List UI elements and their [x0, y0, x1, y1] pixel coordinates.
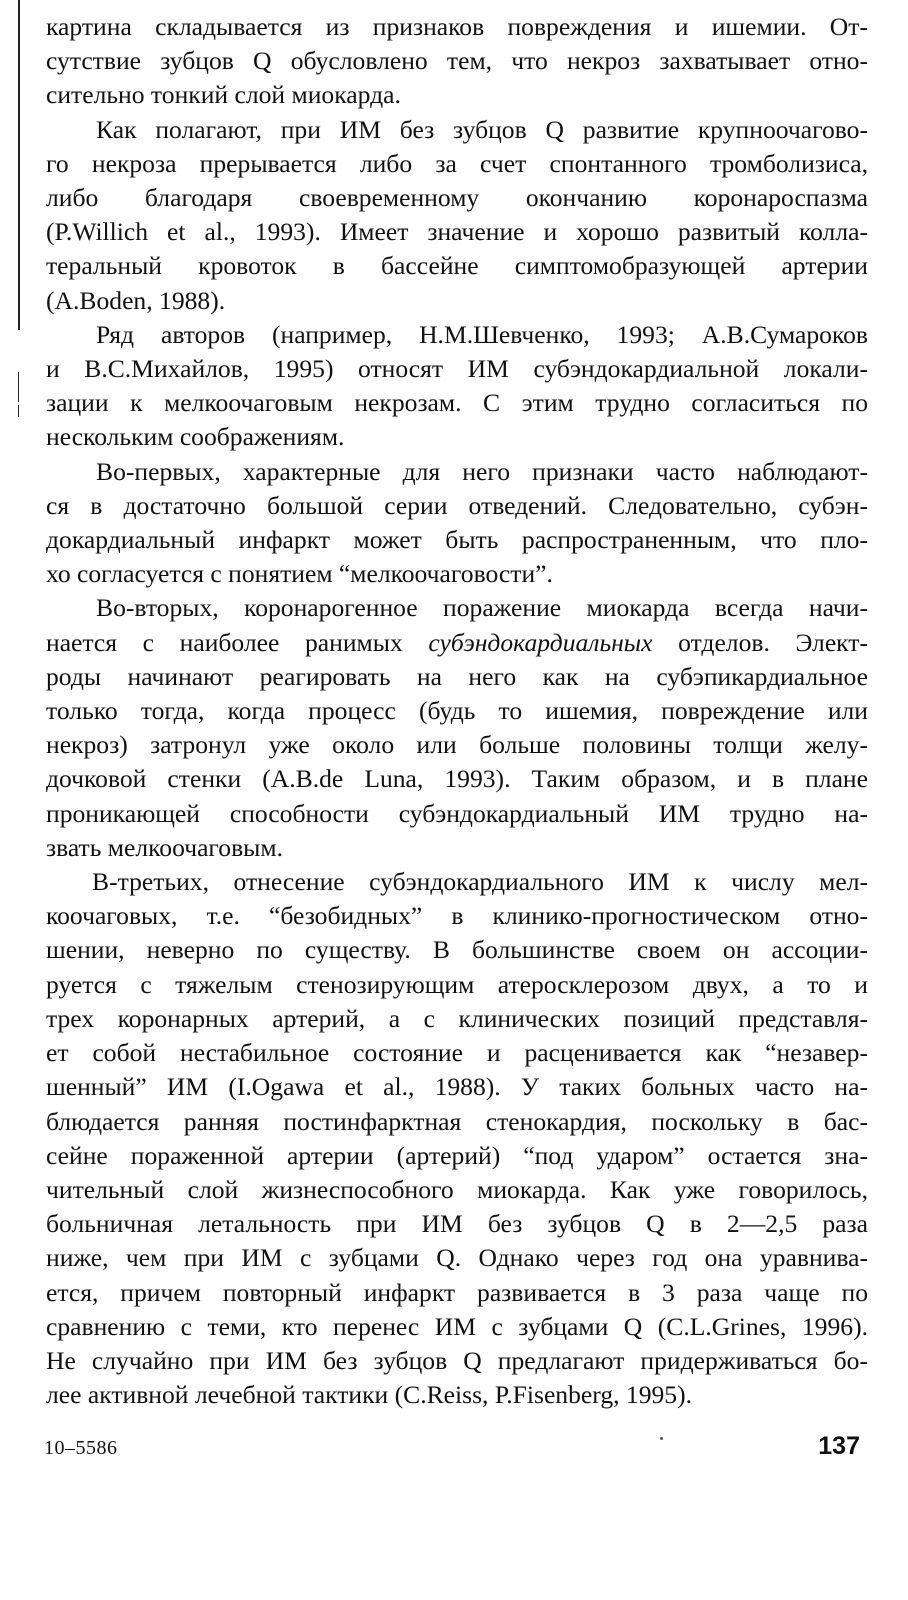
- margin-mark: [18, 0, 20, 330]
- text-line: (P.Willich et al., 1993). Имеет значение и хорошо развитый колла-: [46, 217, 868, 247]
- print-speck: [660, 1437, 663, 1440]
- text-line: нескольким соображениям.: [46, 422, 345, 452]
- text-line: ет собой нестабильное состояние и расценивается как “незавер-: [46, 1038, 868, 1068]
- text-line: Во-первых, характерные для него признаки часто наблюдают-: [96, 456, 868, 486]
- text-line: Во-вторых, коронарогенное поражение миокарда всегда начи-: [96, 593, 868, 623]
- text-line: Ряд авторов (например, Н.М.Шевченко, 1993; А.В.Сумароков: [96, 319, 868, 349]
- text-line: больничная летальность при ИМ без зубцов Q в 2—2,5 раза: [46, 1209, 868, 1239]
- text-run: нается с наиболее ранимых: [46, 627, 429, 657]
- text-line: Как полагают, при ИМ без зубцов Q развитие крупноочагово-: [96, 114, 868, 144]
- text-line: шенный” ИМ (I.Ogawa et al., 1988). У таких больных часто на-: [46, 1072, 868, 1102]
- text-line: трех коронарных артерий, а с клинических позиций представля-: [46, 1003, 868, 1033]
- text-line: Не случайно при ИМ без зубцов Q предлагают придерживаться бо-: [46, 1345, 868, 1375]
- text-line: руется с тяжелым стенозирующим атеросклерозом двух, а то и: [46, 969, 868, 999]
- text-line: либо благодаря своевременному окончанию коронароспазма: [46, 183, 868, 213]
- text-line: сительно тонкий слой миокарда.: [46, 80, 401, 110]
- italic-term: субэндокардиальных: [428, 627, 653, 657]
- text-line: только тогда, когда процесс (будь то ишемия, повреждение или: [46, 696, 868, 726]
- text-line: дочковой стенки (A.B.de Luna, 1993). Таким образом, и в плане: [46, 764, 868, 794]
- text-line: докардиальный инфаркт может быть распространенным, что пло-: [46, 525, 868, 555]
- text-line: сейне пораженной артерии (артерий) “под ударом” остается зна-: [46, 1140, 868, 1170]
- text-line: лее активной лечебной тактики (C.Reiss, P.Fisenberg, 1995).: [46, 1380, 693, 1410]
- text-line: шении, неверно по существу. В большинстве своем он ассоции-: [46, 935, 868, 965]
- text-line: ниже, чем при ИМ с зубцами Q. Однако через год она уравнива-: [46, 1243, 868, 1273]
- text-line: проникающей способности субэндокардиальный ИМ трудно на-: [46, 798, 868, 828]
- text-line: и В.С.Михайлов, 1995) относят ИМ субэндокардиальной локали-: [46, 354, 868, 384]
- text-line: роды начинают реагировать на него как на субэпикардиальное: [46, 661, 868, 691]
- text-line: хо согласуется с понятием “мелкоочаговости”.: [46, 559, 553, 589]
- body-text: [46, 10, 868, 1412]
- text-line: [46, 626, 868, 660]
- text-line: (A.Boden, 1988).: [46, 285, 226, 315]
- text-line: звать мелкоочаговым.: [46, 832, 283, 862]
- page-number: 137: [818, 1432, 860, 1460]
- text-line: сравнению с теми, кто перенес ИМ с зубцами Q (C.L.Grines, 1996).: [46, 1311, 868, 1341]
- text-line: В-третьих, отнесение субэндокардиального ИМ к числу мел-: [92, 867, 868, 897]
- text-line: теральный кровоток в бассейне симптомобразующей артерии: [46, 251, 868, 281]
- text-line: картина складывается из признаков повреждения и ишемии. От-: [46, 12, 868, 41]
- text-line: ся в достаточно большой серии отведений. Следовательно, субэн-: [46, 490, 868, 520]
- text-line: го некроза прерывается либо за счет спонтанного тромболизиса,: [46, 148, 868, 178]
- text-line: некроз) затронул уже около или больше половины толщи желу-: [46, 730, 868, 760]
- text-line: зации к мелкоочаговым некрозам. С этим трудно согласиться по: [46, 388, 868, 418]
- text-line: сутствие зубцов Q обусловлено тем, что некроз захватывает отно-: [46, 46, 868, 76]
- text-line: блюдается ранняя постинфарктная стенокардия, поскольку в бас-: [46, 1106, 868, 1136]
- text-line: коочаговых, т.е. “безобидных” в клинико-прогностическом отно-: [46, 901, 868, 931]
- margin-mark: [18, 405, 19, 417]
- margin-mark: [18, 372, 19, 402]
- text-line: ется, причем повторный инфаркт развивается в 3 раза чаще по: [46, 1277, 868, 1307]
- signature-mark: 10–5586: [44, 1437, 118, 1459]
- text-run: отделов. Элект-: [652, 627, 868, 657]
- text-line: чительный слой жизнеспособного миокарда. Как уже говорилось,: [46, 1174, 868, 1204]
